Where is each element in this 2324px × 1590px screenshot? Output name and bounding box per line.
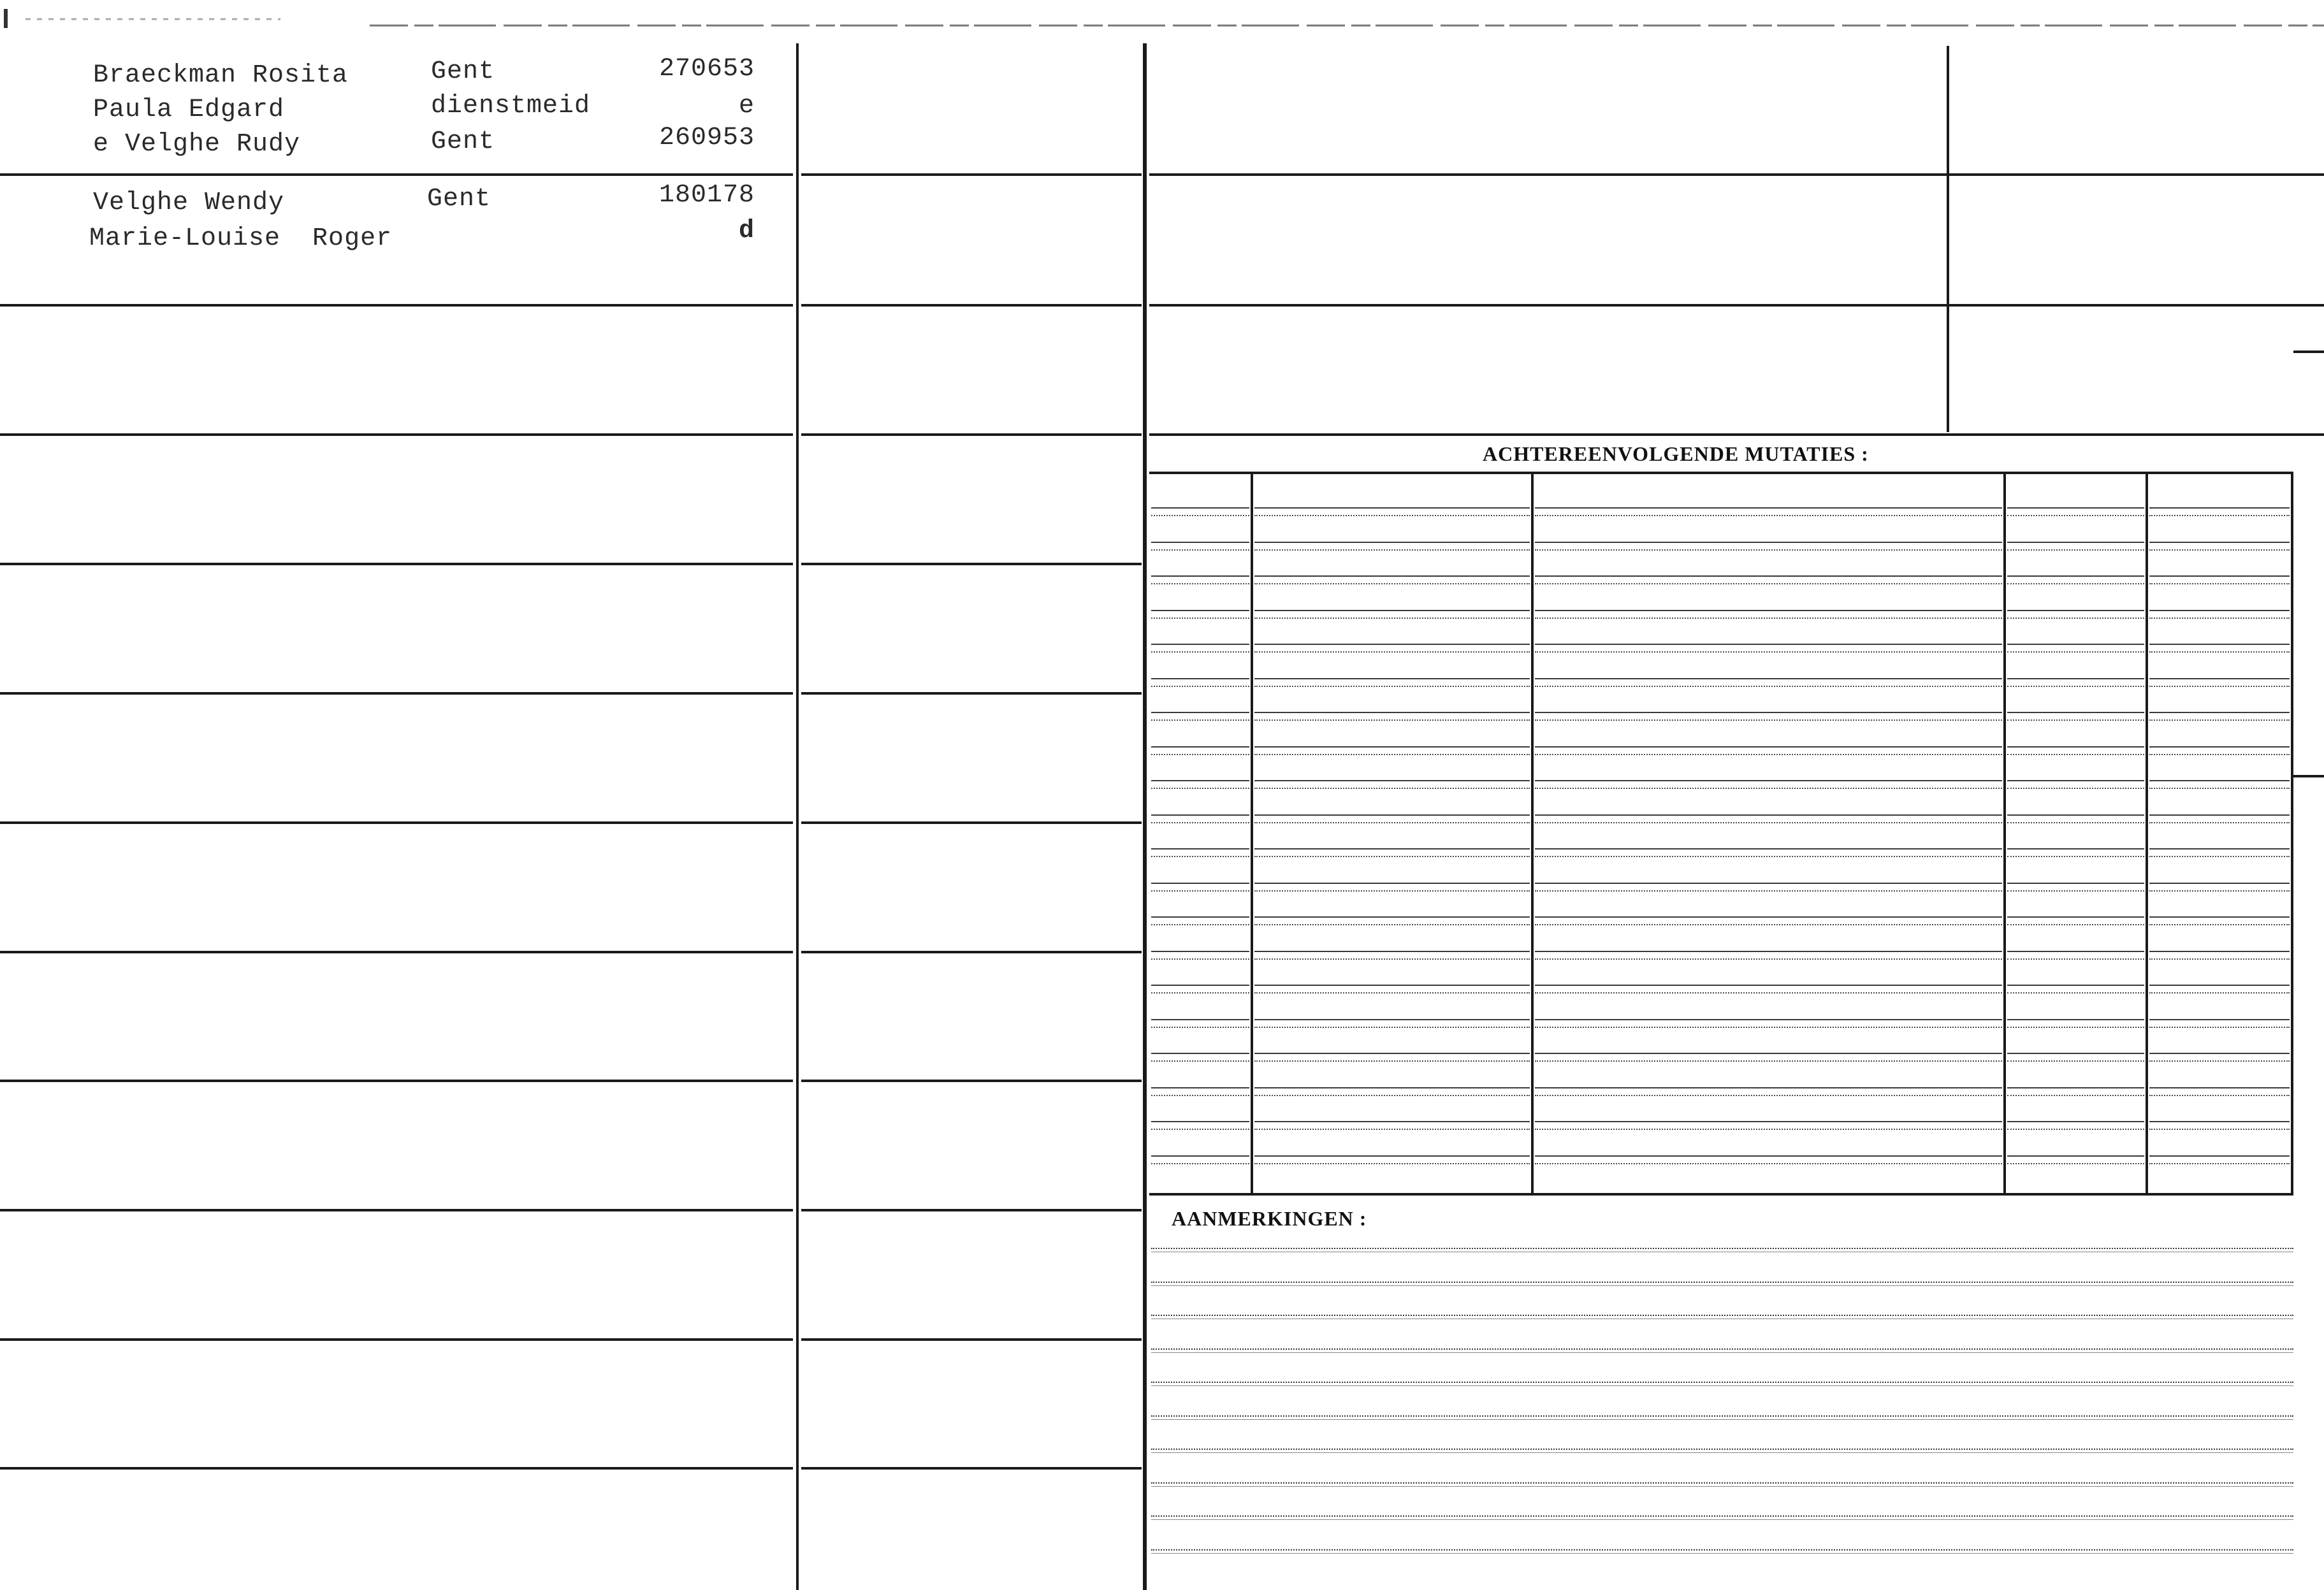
mutation-dotted-rule bbox=[2007, 890, 2144, 892]
mutation-dotted-rule bbox=[1535, 1129, 2002, 1130]
mutation-dotted-rule bbox=[1254, 958, 1530, 960]
record-code: e bbox=[738, 92, 755, 120]
person-occupation: dienstmeid bbox=[431, 92, 591, 120]
mutation-dotted-rule bbox=[1254, 1129, 1530, 1130]
mutation-dotted-rule bbox=[1151, 719, 1249, 721]
row-divider bbox=[0, 821, 793, 824]
mutation-rule bbox=[2007, 985, 2144, 986]
mutation-dotted-rule bbox=[1151, 788, 1249, 789]
record-code: d bbox=[738, 217, 755, 245]
mutation-dotted-rule bbox=[1254, 583, 1530, 584]
mutation-rule bbox=[1535, 712, 2002, 713]
mutation-dotted-rule bbox=[1535, 890, 2002, 892]
mutation-rule bbox=[2149, 644, 2290, 645]
row-divider bbox=[801, 692, 1142, 695]
mutation-rule bbox=[1151, 1019, 1249, 1020]
person-name: Paula Edgard bbox=[93, 96, 285, 124]
mutation-rule bbox=[1254, 610, 1530, 611]
mutation-rule bbox=[1151, 746, 1249, 748]
mutation-rule bbox=[1535, 951, 2002, 952]
margin-mark bbox=[2293, 351, 2324, 353]
mutation-rule bbox=[1151, 575, 1249, 577]
row-divider bbox=[0, 304, 793, 307]
mutation-rule bbox=[2007, 678, 2144, 679]
remark-rule bbox=[1151, 1486, 2293, 1487]
mutation-dotted-rule bbox=[2149, 549, 2290, 551]
mutation-dotted-rule bbox=[2007, 719, 2144, 721]
mutation-rule bbox=[2149, 1121, 2290, 1122]
mutation-rule bbox=[2007, 951, 2144, 952]
mutation-dotted-rule bbox=[2007, 1095, 2144, 1096]
mutation-rule bbox=[1254, 507, 1530, 509]
column-divider bbox=[2146, 474, 2148, 1193]
row-divider bbox=[0, 1209, 793, 1211]
row-divider bbox=[801, 821, 1142, 824]
mutation-rule bbox=[1254, 916, 1530, 918]
mutation-dotted-rule bbox=[2007, 583, 2144, 584]
table-bottom-rule bbox=[1149, 1193, 2293, 1196]
mutation-dotted-rule bbox=[2007, 754, 2144, 755]
mutation-dotted-rule bbox=[1254, 651, 1530, 653]
scan-edge bbox=[0, 0, 2324, 38]
mutation-dotted-rule bbox=[1151, 822, 1249, 823]
mutation-rule bbox=[1254, 712, 1530, 713]
mutation-rule bbox=[1254, 951, 1530, 952]
mutation-rule bbox=[1151, 1087, 1249, 1088]
mutation-rule bbox=[1254, 814, 1530, 816]
mutation-rule bbox=[2149, 985, 2290, 986]
mutation-dotted-rule bbox=[1535, 788, 2002, 789]
row-divider bbox=[0, 951, 793, 953]
mutation-dotted-rule bbox=[2007, 651, 2144, 653]
mutation-dotted-rule bbox=[1254, 924, 1530, 925]
mutation-rule bbox=[1254, 678, 1530, 679]
mutation-dotted-rule bbox=[1535, 856, 2002, 857]
mutation-dotted-rule bbox=[2149, 515, 2290, 516]
mutation-rule bbox=[1535, 780, 2002, 781]
mutation-rule bbox=[2149, 883, 2290, 884]
mutation-rule bbox=[1254, 848, 1530, 849]
column-divider bbox=[1251, 474, 1253, 1193]
mutation-rule bbox=[2149, 746, 2290, 748]
mutation-rule bbox=[2007, 1019, 2144, 1020]
mutation-rule bbox=[1151, 1121, 1249, 1122]
mutation-rule bbox=[2007, 814, 2144, 816]
mutation-rule bbox=[1535, 916, 2002, 918]
remark-line bbox=[1151, 1449, 2293, 1450]
mutation-dotted-rule bbox=[1254, 788, 1530, 789]
column-divider bbox=[796, 43, 799, 1590]
mutation-dotted-rule bbox=[1151, 515, 1249, 516]
mutation-dotted-rule bbox=[2149, 1060, 2290, 1062]
mutation-rule bbox=[1535, 1019, 2002, 1020]
mutation-dotted-rule bbox=[2149, 822, 2290, 823]
mutation-rule bbox=[2007, 746, 2144, 748]
birth-date: 270653 bbox=[658, 55, 755, 83]
mutation-rule bbox=[1535, 507, 2002, 509]
mutation-dotted-rule bbox=[1151, 583, 1249, 584]
remark-rule bbox=[1151, 1519, 2293, 1520]
mutation-dotted-rule bbox=[2007, 788, 2144, 789]
mutation-dotted-rule bbox=[1535, 686, 2002, 687]
mutation-rule bbox=[2007, 780, 2144, 781]
remark-rule bbox=[1151, 1385, 2293, 1386]
mutation-rule bbox=[1254, 1087, 1530, 1088]
mutation-rule bbox=[2007, 1121, 2144, 1122]
birth-date: 180178 bbox=[658, 181, 755, 210]
mutation-rule bbox=[2149, 610, 2290, 611]
row-divider bbox=[0, 1467, 793, 1470]
row-divider bbox=[801, 173, 1142, 176]
mutation-dotted-rule bbox=[2149, 890, 2290, 892]
mutation-dotted-rule bbox=[2149, 618, 2290, 619]
mutation-dotted-rule bbox=[1254, 686, 1530, 687]
mutation-rule bbox=[1535, 1155, 2002, 1157]
mutation-dotted-rule bbox=[1151, 1163, 1249, 1164]
mutation-dotted-rule bbox=[2149, 583, 2290, 584]
mutation-dotted-rule bbox=[2007, 924, 2144, 925]
mutation-dotted-rule bbox=[1535, 958, 2002, 960]
mutation-dotted-rule bbox=[1535, 754, 2002, 755]
mutation-dotted-rule bbox=[1151, 1095, 1249, 1096]
row-divider bbox=[801, 1338, 1142, 1341]
mutation-dotted-rule bbox=[1151, 549, 1249, 551]
mutation-rule bbox=[1535, 985, 2002, 986]
mutation-dotted-rule bbox=[1151, 1027, 1249, 1028]
mutation-rule bbox=[1535, 1121, 2002, 1122]
row-divider bbox=[1149, 304, 2324, 307]
mutation-dotted-rule bbox=[2149, 754, 2290, 755]
mutation-dotted-rule bbox=[1151, 754, 1249, 755]
mutation-dotted-rule bbox=[2007, 1060, 2144, 1062]
mutation-rule bbox=[2149, 507, 2290, 509]
row-divider bbox=[0, 1080, 793, 1082]
mutation-dotted-rule bbox=[2149, 1095, 2290, 1096]
row-divider bbox=[801, 1209, 1142, 1211]
remark-line bbox=[1151, 1315, 2293, 1316]
mutation-rule bbox=[1151, 610, 1249, 611]
mutation-rule bbox=[1151, 1053, 1249, 1054]
person-name: Marie-Louise Roger bbox=[89, 224, 393, 253]
mutation-rule bbox=[2007, 575, 2144, 577]
mutation-dotted-rule bbox=[1535, 1163, 2002, 1164]
mutation-dotted-rule bbox=[1151, 651, 1249, 653]
column-divider bbox=[1947, 46, 1949, 432]
mutation-dotted-rule bbox=[1254, 1060, 1530, 1062]
mutation-rule bbox=[1535, 1053, 2002, 1054]
mutation-rule bbox=[1254, 1053, 1530, 1054]
mutation-dotted-rule bbox=[2149, 958, 2290, 960]
row-divider bbox=[801, 1080, 1142, 1082]
column-divider bbox=[1143, 43, 1147, 1590]
mutation-dotted-rule bbox=[1254, 822, 1530, 823]
mutation-dotted-rule bbox=[1254, 719, 1530, 721]
mutation-dotted-rule bbox=[1535, 992, 2002, 994]
mutation-rule bbox=[2007, 1087, 2144, 1088]
person-place: Gent bbox=[431, 57, 495, 86]
mutation-dotted-rule bbox=[1535, 515, 2002, 516]
row-divider bbox=[1149, 433, 2324, 436]
mutation-dotted-rule bbox=[1254, 1095, 1530, 1096]
mutation-rule bbox=[1254, 746, 1530, 748]
mutation-rule bbox=[1254, 985, 1530, 986]
mutation-dotted-rule bbox=[1151, 958, 1249, 960]
mutation-dotted-rule bbox=[1254, 549, 1530, 551]
mutation-dotted-rule bbox=[1535, 924, 2002, 925]
row-divider bbox=[801, 304, 1142, 307]
mutation-dotted-rule bbox=[2149, 924, 2290, 925]
mutation-rule bbox=[2007, 883, 2144, 884]
mutation-rule bbox=[1254, 644, 1530, 645]
mutation-rule bbox=[2149, 1019, 2290, 1020]
mutation-dotted-rule bbox=[2007, 1027, 2144, 1028]
mutation-rule bbox=[2149, 1087, 2290, 1088]
mutation-dotted-rule bbox=[2149, 1129, 2290, 1130]
remark-line bbox=[1151, 1415, 2293, 1417]
mutation-dotted-rule bbox=[2149, 651, 2290, 653]
mutation-rule bbox=[1535, 814, 2002, 816]
mutation-rule bbox=[1151, 848, 1249, 849]
mutation-dotted-rule bbox=[1151, 686, 1249, 687]
row-divider bbox=[0, 173, 793, 176]
mutation-dotted-rule bbox=[1254, 618, 1530, 619]
remark-rule bbox=[1151, 1553, 2293, 1554]
mutation-dotted-rule bbox=[1535, 822, 2002, 823]
mutation-rule bbox=[1254, 1155, 1530, 1157]
mutation-rule bbox=[1535, 644, 2002, 645]
row-divider bbox=[1149, 173, 2324, 176]
mutation-dotted-rule bbox=[1254, 856, 1530, 857]
mutation-dotted-rule bbox=[1151, 890, 1249, 892]
mutation-dotted-rule bbox=[2007, 992, 2144, 994]
mutation-rule bbox=[1151, 712, 1249, 713]
mutation-dotted-rule bbox=[2007, 958, 2144, 960]
mutation-rule bbox=[1254, 883, 1530, 884]
remark-line bbox=[1151, 1482, 2293, 1484]
mutation-rule bbox=[1151, 542, 1249, 543]
remark-line bbox=[1151, 1348, 2293, 1350]
mutation-rule bbox=[2007, 1053, 2144, 1054]
mutation-dotted-rule bbox=[2007, 515, 2144, 516]
mutation-dotted-rule bbox=[1254, 1163, 1530, 1164]
column-divider bbox=[2291, 474, 2293, 1193]
person-place: Gent bbox=[431, 127, 495, 156]
mutation-rule bbox=[1151, 814, 1249, 816]
table-top-rule bbox=[1149, 472, 2293, 474]
mutation-rule bbox=[1254, 1019, 1530, 1020]
person-name: e Velghe Rudy bbox=[93, 130, 301, 159]
mutation-rule bbox=[2149, 712, 2290, 713]
remark-line bbox=[1151, 1248, 2293, 1249]
remarks-title: AANMERKINGEN : bbox=[1172, 1207, 1367, 1230]
person-name: Braeckman Rosita bbox=[93, 61, 349, 90]
mutation-dotted-rule bbox=[2007, 1163, 2144, 1164]
mutation-rule bbox=[1535, 746, 2002, 748]
column-divider bbox=[2003, 474, 2006, 1193]
mutation-rule bbox=[2149, 542, 2290, 543]
mutation-rule bbox=[1535, 575, 2002, 577]
mutation-dotted-rule bbox=[1151, 1129, 1249, 1130]
margin-mark bbox=[2293, 775, 2324, 777]
mutation-rule bbox=[2007, 712, 2144, 713]
mutation-rule bbox=[2007, 644, 2144, 645]
mutation-dotted-rule bbox=[2149, 788, 2290, 789]
column-divider bbox=[1531, 474, 1534, 1193]
row-divider bbox=[0, 563, 793, 565]
row-divider bbox=[0, 433, 793, 436]
mutation-rule bbox=[1254, 1121, 1530, 1122]
mutation-rule bbox=[1535, 883, 2002, 884]
mutation-dotted-rule bbox=[1254, 515, 1530, 516]
remark-line bbox=[1151, 1282, 2293, 1283]
mutation-rule bbox=[1151, 883, 1249, 884]
mutations-title: ACHTEREENVOLGENDE MUTATIES : bbox=[1483, 442, 1869, 465]
mutation-rule bbox=[2007, 848, 2144, 849]
mutation-dotted-rule bbox=[1535, 719, 2002, 721]
mutation-rule bbox=[2149, 1155, 2290, 1157]
mutation-rule bbox=[1535, 1087, 2002, 1088]
mutation-rule bbox=[1535, 678, 2002, 679]
mutation-dotted-rule bbox=[1535, 651, 2002, 653]
mutation-rule bbox=[1254, 575, 1530, 577]
mutation-dotted-rule bbox=[2149, 992, 2290, 994]
row-divider bbox=[801, 951, 1142, 953]
mutation-dotted-rule bbox=[1151, 924, 1249, 925]
mutation-rule bbox=[2149, 780, 2290, 781]
mutation-rule bbox=[1151, 678, 1249, 679]
mutation-dotted-rule bbox=[1535, 1060, 2002, 1062]
person-place: Gent bbox=[427, 185, 491, 213]
mutation-rule bbox=[1151, 1155, 1249, 1157]
mutation-rule bbox=[1151, 951, 1249, 952]
mutation-dotted-rule bbox=[2007, 618, 2144, 619]
mutation-dotted-rule bbox=[2149, 719, 2290, 721]
row-divider bbox=[0, 692, 793, 695]
mutation-dotted-rule bbox=[1151, 856, 1249, 857]
mutation-rule bbox=[1151, 916, 1249, 918]
birth-date: 260953 bbox=[658, 124, 755, 152]
mutation-rule bbox=[2149, 951, 2290, 952]
row-divider bbox=[0, 1338, 793, 1341]
mutation-dotted-rule bbox=[2149, 1027, 2290, 1028]
mutation-rule bbox=[2149, 1053, 2290, 1054]
mutation-rule bbox=[2007, 507, 2144, 509]
mutation-rule bbox=[2007, 1155, 2144, 1157]
mutation-dotted-rule bbox=[1535, 1095, 2002, 1096]
mutation-rule bbox=[1254, 542, 1530, 543]
mutation-rule bbox=[1151, 507, 1249, 509]
remark-rule bbox=[1151, 1352, 2293, 1353]
mutation-dotted-rule bbox=[2149, 686, 2290, 687]
person-name: Velghe Wendy bbox=[93, 189, 285, 217]
mutation-dotted-rule bbox=[1151, 618, 1249, 619]
mutation-dotted-rule bbox=[1254, 992, 1530, 994]
mutation-rule bbox=[2149, 814, 2290, 816]
mutation-dotted-rule bbox=[1254, 754, 1530, 755]
mutation-dotted-rule bbox=[1535, 1027, 2002, 1028]
mutation-dotted-rule bbox=[1151, 992, 1249, 994]
mutation-dotted-rule bbox=[1535, 549, 2002, 551]
mutation-rule bbox=[1535, 848, 2002, 849]
mutation-dotted-rule bbox=[2007, 686, 2144, 687]
mutation-dotted-rule bbox=[2007, 856, 2144, 857]
remark-line bbox=[1151, 1382, 2293, 1383]
mutation-dotted-rule bbox=[1254, 890, 1530, 892]
mutation-rule bbox=[1151, 780, 1249, 781]
mutation-dotted-rule bbox=[2149, 1163, 2290, 1164]
mutation-rule bbox=[1151, 985, 1249, 986]
mutation-dotted-rule bbox=[2149, 856, 2290, 857]
remark-line bbox=[1151, 1549, 2293, 1550]
mutation-dotted-rule bbox=[2007, 549, 2144, 551]
mutation-rule bbox=[2007, 916, 2144, 918]
remark-rule bbox=[1151, 1285, 2293, 1286]
mutation-dotted-rule bbox=[1535, 583, 2002, 584]
mutation-rule bbox=[2007, 610, 2144, 611]
mutation-dotted-rule bbox=[1151, 1060, 1249, 1062]
mutation-dotted-rule bbox=[1254, 1027, 1530, 1028]
mutation-rule bbox=[2149, 916, 2290, 918]
mutation-dotted-rule bbox=[2007, 1129, 2144, 1130]
mutation-rule bbox=[1535, 610, 2002, 611]
mutation-dotted-rule bbox=[2007, 822, 2144, 823]
remark-line bbox=[1151, 1515, 2293, 1517]
mutation-dotted-rule bbox=[1535, 618, 2002, 619]
mutation-rule bbox=[1254, 780, 1530, 781]
row-divider bbox=[801, 563, 1142, 565]
mutation-rule bbox=[2149, 848, 2290, 849]
row-divider bbox=[801, 433, 1142, 436]
mutation-rule bbox=[2149, 678, 2290, 679]
mutation-rule bbox=[1535, 542, 2002, 543]
mutation-rule bbox=[1151, 644, 1249, 645]
remark-rule bbox=[1151, 1452, 2293, 1453]
row-divider bbox=[801, 1467, 1142, 1470]
mutation-rule bbox=[2007, 542, 2144, 543]
remark-rule bbox=[1151, 1419, 2293, 1420]
mutation-rule bbox=[2149, 575, 2290, 577]
